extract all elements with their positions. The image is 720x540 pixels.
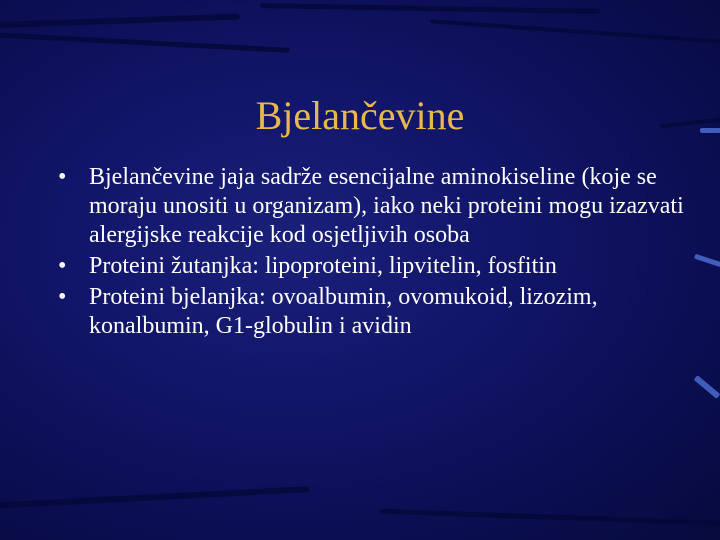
bullet-list bbox=[58, 163, 698, 343]
bullet-icon: • bbox=[58, 164, 67, 190]
slide-title: Bjelančevine bbox=[255, 93, 465, 138]
bullet-text: Bjelančevine jaja sadrže esencijalne aminokiseline (koje se moraju unositi u organizam), iako neki proteini mogu izazvati alergijske reakcije kod osjetljivih osoba bbox=[89, 164, 684, 248]
bullet-item bbox=[58, 163, 698, 250]
background-streak bbox=[0, 486, 310, 510]
background-streak bbox=[380, 509, 720, 527]
bullet-icon: • bbox=[58, 253, 67, 279]
bullet-text: Proteini žutanjka: lipoproteini, lipvitelin, fosfitin bbox=[89, 253, 557, 279]
bullet-item bbox=[58, 252, 698, 281]
accent-mark bbox=[694, 375, 720, 399]
background-streak bbox=[430, 19, 720, 45]
bullet-item bbox=[58, 283, 698, 341]
bullet-text: Proteini bjelanjka: ovoalbumin, ovomukoid, lizozim, konalbumin, G1-globulin i avidin bbox=[89, 284, 598, 339]
background-streak bbox=[260, 3, 600, 14]
background-streak bbox=[0, 13, 240, 28]
bullet-icon: • bbox=[58, 284, 67, 310]
background-streak bbox=[0, 32, 290, 53]
